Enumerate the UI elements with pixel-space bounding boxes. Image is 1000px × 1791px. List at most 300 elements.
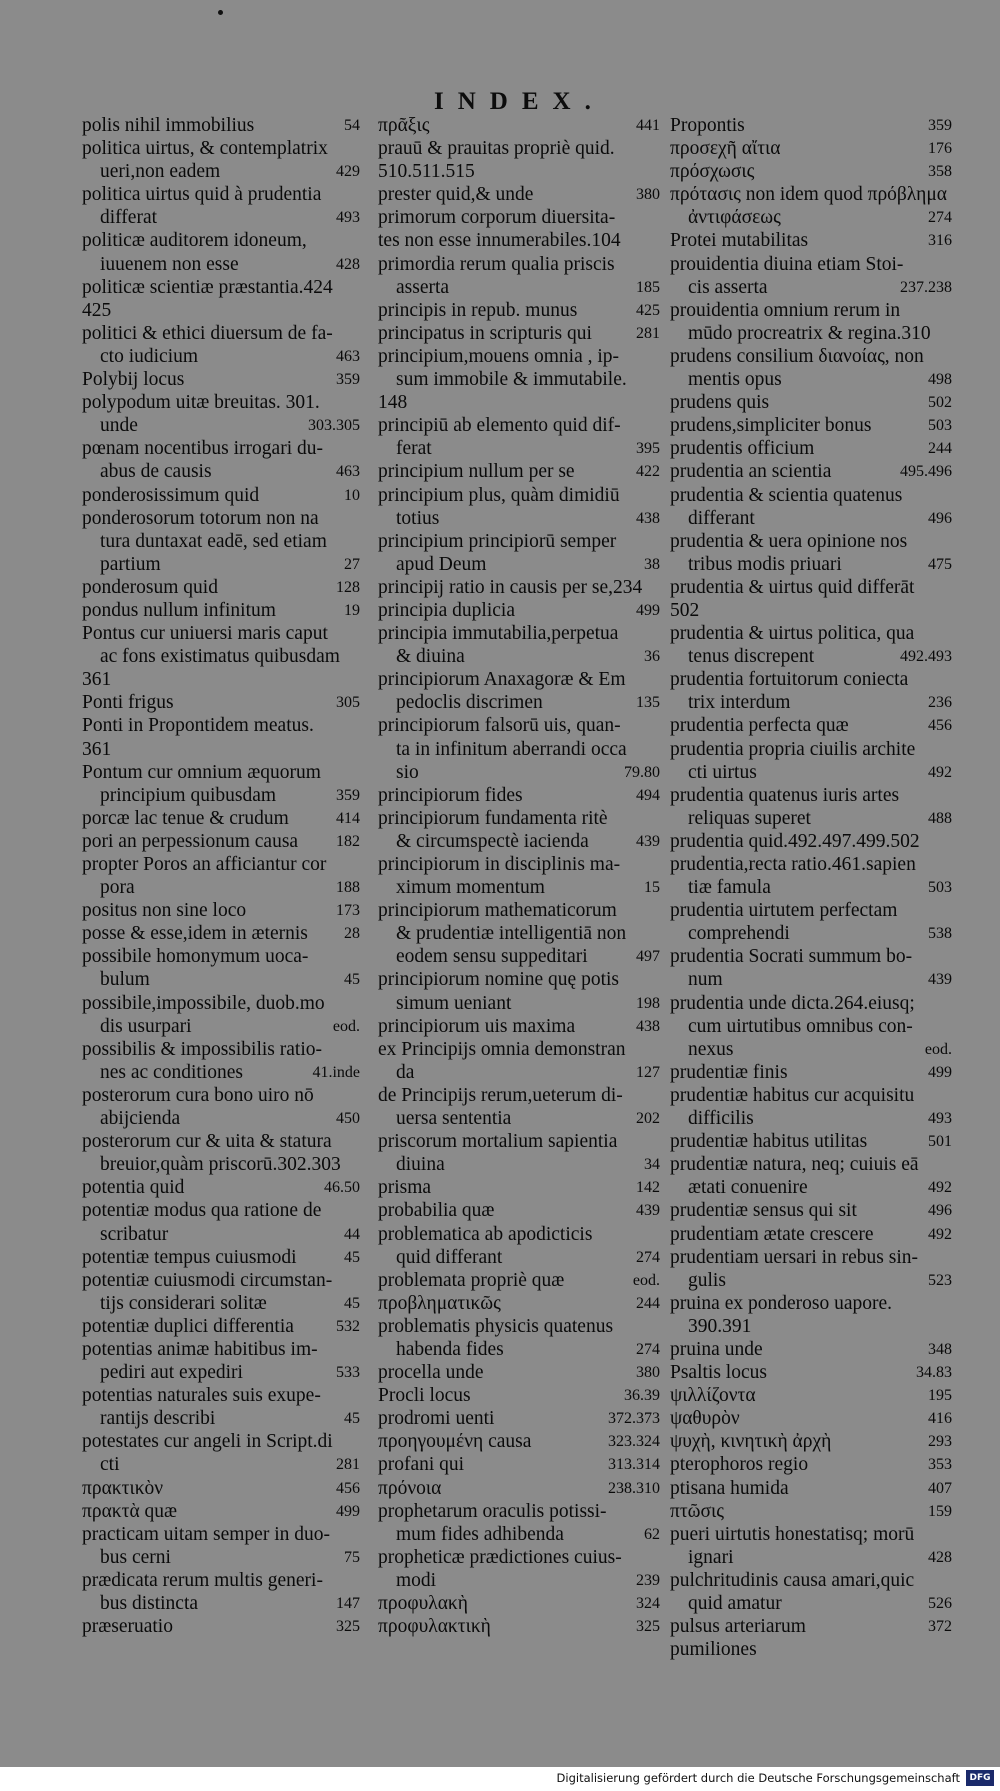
index-entry bbox=[670, 183, 952, 206]
index-entry bbox=[378, 1223, 660, 1246]
index-entry bbox=[378, 530, 660, 553]
page-reference: 34 bbox=[644, 1156, 660, 1174]
index-term: prudentiæ habitus utilitas bbox=[670, 1131, 868, 1153]
index-entry bbox=[670, 922, 952, 945]
index-entry bbox=[82, 322, 360, 345]
index-term: principium principiorū semper bbox=[378, 530, 617, 552]
page-reference: 44 bbox=[344, 1225, 360, 1243]
index-entry bbox=[378, 922, 660, 945]
page-reference: 503 bbox=[928, 879, 952, 897]
index-term: diuina bbox=[396, 1154, 445, 1176]
index-entry bbox=[670, 1477, 952, 1500]
index-term: prudentia unde dicta.264.eiusq; bbox=[670, 992, 915, 1014]
index-entry bbox=[378, 761, 660, 784]
index-term: bus cerni bbox=[100, 1546, 171, 1568]
index-entry bbox=[670, 160, 952, 183]
index-term: prudentia perfecta quæ bbox=[670, 715, 849, 737]
index-entry bbox=[82, 553, 360, 576]
index-term: prudentia uirtutem perfectam bbox=[670, 900, 898, 922]
index-term: prauū & prauitas propriè quid. bbox=[378, 138, 615, 160]
index-entry bbox=[82, 437, 360, 460]
index-entry bbox=[82, 1153, 360, 1176]
index-entry bbox=[82, 484, 360, 507]
index-term: da bbox=[396, 1061, 415, 1083]
page-reference: 323.324 bbox=[608, 1433, 660, 1451]
page-reference: 75 bbox=[344, 1548, 360, 1566]
page-reference: 495.496 bbox=[900, 463, 952, 481]
index-term: principiorum uis maxima bbox=[378, 1015, 576, 1037]
page-reference: 293 bbox=[928, 1433, 952, 1451]
index-term: politica uirtus, & contemplatrix bbox=[82, 138, 328, 160]
index-entry bbox=[670, 1246, 952, 1269]
index-entry bbox=[82, 691, 360, 714]
index-entry bbox=[82, 1107, 360, 1130]
index-entry bbox=[378, 622, 660, 645]
index-entry bbox=[670, 599, 952, 622]
page-header: INDEX. bbox=[434, 88, 605, 115]
index-term: politica uirtus quid à prudentia bbox=[82, 184, 322, 206]
page-reference: 359 bbox=[336, 786, 360, 804]
index-entry bbox=[378, 276, 660, 299]
index-entry bbox=[670, 714, 952, 737]
page-reference: eod. bbox=[924, 1040, 952, 1058]
index-entry bbox=[378, 1246, 660, 1269]
index-term: prudentia fortuitorum coniecta bbox=[670, 669, 909, 691]
index-entry bbox=[378, 853, 660, 876]
index-column-left bbox=[82, 114, 360, 1638]
index-entry bbox=[82, 114, 360, 137]
index-entry bbox=[82, 460, 360, 483]
index-term: pruina unde bbox=[670, 1338, 763, 1360]
index-entry bbox=[670, 1338, 952, 1361]
index-entry bbox=[378, 1130, 660, 1153]
index-term: Ponti frigus bbox=[82, 692, 174, 714]
index-term: partium bbox=[100, 553, 161, 575]
index-term: nexus bbox=[688, 1038, 734, 1060]
index-entry bbox=[670, 253, 952, 276]
page-reference: 54 bbox=[344, 117, 360, 134]
index-entry bbox=[378, 1292, 660, 1315]
index-entry bbox=[378, 992, 660, 1015]
index-term: de Principijs rerum,ueterum di- bbox=[378, 1084, 623, 1106]
page-reference: 45 bbox=[344, 1410, 360, 1428]
index-entry bbox=[378, 507, 660, 530]
index-term: positus non sine loco bbox=[82, 900, 247, 922]
index-term: simum ueniant bbox=[396, 992, 512, 1014]
index-term: 361 bbox=[82, 738, 112, 760]
index-term: ponderosissimum quid bbox=[82, 484, 260, 506]
index-term: προφυλακὴ bbox=[378, 1593, 468, 1614]
page-reference: 38 bbox=[644, 555, 660, 573]
page-reference: 428 bbox=[928, 1548, 952, 1566]
index-term: polypodum uitæ breuitas. 301. bbox=[82, 392, 320, 414]
index-entry bbox=[378, 1315, 660, 1338]
index-entry bbox=[670, 114, 952, 137]
index-term: prudentia an scientia bbox=[670, 461, 832, 483]
index-entry bbox=[378, 784, 660, 807]
page-reference: 15 bbox=[644, 879, 660, 897]
page-reference: 325 bbox=[636, 1618, 660, 1636]
index-entry bbox=[378, 1084, 660, 1107]
index-term: cti uirtus bbox=[688, 761, 757, 783]
index-term: pueri uirtutis honestatisq; morū bbox=[670, 1523, 915, 1545]
index-entry bbox=[82, 1315, 360, 1338]
index-entry bbox=[670, 276, 952, 299]
index-term: posterorum cur & uita & statura bbox=[82, 1131, 332, 1153]
page-reference: 274 bbox=[636, 1248, 660, 1266]
index-entry bbox=[378, 1361, 660, 1384]
index-term: tribus modis priuari bbox=[688, 553, 842, 575]
index-entry bbox=[378, 1453, 660, 1476]
index-entry bbox=[670, 830, 952, 853]
index-entry bbox=[378, 460, 660, 483]
page-reference: eod. bbox=[632, 1271, 660, 1289]
index-entry bbox=[670, 1592, 952, 1615]
page-reference: 353 bbox=[928, 1456, 952, 1474]
index-term: Protei mutabilitas bbox=[670, 230, 809, 252]
index-term: scribatur bbox=[100, 1223, 169, 1245]
index-entry bbox=[670, 1453, 952, 1476]
index-entry bbox=[670, 876, 952, 899]
page-reference: 236 bbox=[928, 694, 952, 712]
index-term: principiorum mathematicorum bbox=[378, 900, 617, 922]
index-entry bbox=[670, 807, 952, 830]
index-entry bbox=[82, 1592, 360, 1615]
index-entry bbox=[378, 576, 660, 599]
index-term: πρόνοια bbox=[378, 1477, 442, 1499]
index-term: πρότασις non idem quod πρόβλημα bbox=[670, 184, 947, 206]
index-entry bbox=[82, 507, 360, 530]
index-term: habenda fides bbox=[396, 1338, 504, 1360]
index-term: prudentia,recta ratio.461.sapien bbox=[670, 854, 916, 875]
index-entry bbox=[378, 714, 660, 737]
index-entry bbox=[378, 645, 660, 668]
index-term: tenus discrepent bbox=[688, 646, 815, 668]
index-entry bbox=[82, 1199, 360, 1222]
index-entry bbox=[670, 853, 952, 876]
index-term: prudentia propria ciuilis archite bbox=[670, 738, 916, 760]
index-term: sum immobile & immutabile. bbox=[396, 369, 627, 391]
index-entry bbox=[82, 599, 360, 622]
page-reference: 503 bbox=[928, 417, 952, 435]
index-entry bbox=[378, 137, 660, 160]
index-entry bbox=[82, 345, 360, 368]
page-reference: 416 bbox=[928, 1410, 952, 1428]
index-term: propter Poros an afficiantur cor bbox=[82, 854, 327, 875]
page-reference: 198 bbox=[636, 994, 660, 1012]
page-reference: 36.39 bbox=[624, 1387, 660, 1405]
index-term: polis nihil immobilius bbox=[82, 115, 255, 136]
page-reference: 244 bbox=[928, 440, 952, 458]
page-reference: 244 bbox=[636, 1294, 660, 1312]
index-entry bbox=[82, 945, 360, 968]
index-term: 510.511.515 bbox=[378, 161, 475, 183]
index-term: posterorum cura bono uiro nō bbox=[82, 1084, 314, 1106]
index-entry bbox=[378, 691, 660, 714]
index-entry bbox=[378, 1199, 660, 1222]
index-entry bbox=[670, 1084, 952, 1107]
page-reference: 45 bbox=[344, 971, 360, 989]
index-entry bbox=[378, 1592, 660, 1615]
index-entry bbox=[82, 1130, 360, 1153]
index-term: ψιλλίζοντα bbox=[670, 1385, 756, 1407]
page-reference: 46.50 bbox=[324, 1179, 360, 1197]
index-term: prudentiæ habitus cur acquisitu bbox=[670, 1084, 915, 1106]
page-reference: 463 bbox=[336, 347, 360, 365]
index-term: προσεχῆ αἴτια bbox=[670, 138, 781, 160]
index-entry bbox=[82, 1384, 360, 1407]
index-term: 502 bbox=[670, 599, 700, 621]
index-entry bbox=[670, 229, 952, 252]
page-reference: 422 bbox=[636, 463, 660, 481]
index-entry bbox=[378, 114, 660, 137]
index-entry bbox=[670, 507, 952, 530]
index-entry bbox=[670, 322, 952, 345]
index-entry bbox=[82, 807, 360, 830]
page-reference: 488 bbox=[928, 809, 952, 827]
index-entry bbox=[670, 1269, 952, 1292]
index-term: mentis opus bbox=[688, 369, 782, 391]
index-term: prudentia & uirtus politica, qua bbox=[670, 623, 915, 645]
page-reference: 499 bbox=[336, 1502, 360, 1520]
index-term: prudentis officium bbox=[670, 438, 815, 460]
page-reference: 45 bbox=[344, 1294, 360, 1312]
index-entry bbox=[670, 1015, 952, 1038]
page-reference: 325 bbox=[336, 1618, 360, 1636]
index-term: eodem sensu suppeditari bbox=[396, 946, 588, 968]
page-reference: 438 bbox=[636, 509, 660, 527]
index-term: iuuenem non esse bbox=[100, 253, 239, 275]
index-term: reliquas superet bbox=[688, 807, 811, 829]
index-entry bbox=[378, 322, 660, 345]
index-term: prudentiam ætate crescere bbox=[670, 1223, 874, 1245]
page-reference: 456 bbox=[928, 717, 952, 735]
index-entry bbox=[82, 1453, 360, 1476]
page-reference: 533 bbox=[336, 1364, 360, 1382]
index-entry bbox=[670, 299, 952, 322]
index-term: procella unde bbox=[378, 1362, 484, 1384]
index-term: prædicata rerum multis generi- bbox=[82, 1569, 323, 1591]
index-term: pumiliones bbox=[670, 1639, 757, 1661]
page-reference: 439 bbox=[636, 832, 660, 850]
page-reference: 127 bbox=[636, 1063, 660, 1081]
index-entry bbox=[670, 391, 952, 414]
index-term: pediri aut expediri bbox=[100, 1362, 243, 1384]
index-term: differat bbox=[100, 207, 158, 229]
page-reference: 159 bbox=[928, 1502, 952, 1520]
index-entry bbox=[378, 368, 660, 391]
index-term: rantijs describi bbox=[100, 1408, 216, 1430]
index-term: principiū ab elemento quid dif- bbox=[378, 415, 621, 437]
index-entry bbox=[378, 1153, 660, 1176]
index-entry bbox=[670, 345, 952, 368]
index-entry bbox=[82, 137, 360, 160]
index-term: prudentia & scientia quatenus bbox=[670, 484, 903, 506]
index-entry bbox=[670, 691, 952, 714]
page-reference: 237.238 bbox=[900, 278, 952, 296]
index-entry bbox=[670, 1615, 952, 1638]
page-reference: 324 bbox=[636, 1595, 660, 1612]
page-reference: 492 bbox=[928, 1225, 952, 1243]
index-entry bbox=[670, 576, 952, 599]
index-entry bbox=[82, 1038, 360, 1061]
index-term: tijs considerari solitæ bbox=[100, 1292, 267, 1314]
footer-credit-text: Digitalisierung gefördert durch die Deutsche Forschungsgemeinschaft bbox=[556, 1771, 960, 1785]
index-term: prudentia Socrati summum bo- bbox=[670, 946, 913, 968]
index-entry bbox=[378, 1015, 660, 1038]
index-entry bbox=[82, 299, 360, 322]
index-term: ta in infinitum aberrandi occa bbox=[396, 738, 627, 760]
index-term: propheticæ prædictiones cuius- bbox=[378, 1546, 622, 1568]
index-entry bbox=[670, 1223, 952, 1246]
index-entry bbox=[82, 1569, 360, 1592]
index-entry bbox=[670, 460, 952, 483]
index-entry bbox=[378, 599, 660, 622]
index-term: 148 bbox=[378, 392, 408, 414]
index-entry bbox=[378, 738, 660, 761]
index-entry bbox=[670, 668, 952, 691]
index-term: potentiæ tempus cuiusmodi bbox=[82, 1246, 297, 1268]
index-entry bbox=[670, 1315, 952, 1338]
index-entry bbox=[670, 1500, 952, 1523]
index-term: principia immutabilia,perpetua bbox=[378, 623, 619, 645]
page-reference: 281 bbox=[636, 324, 660, 342]
index-entry bbox=[82, 1269, 360, 1292]
index-term: & prudentiæ intelligentiā non bbox=[396, 923, 627, 945]
index-entry bbox=[82, 229, 360, 252]
index-term: differant bbox=[688, 507, 755, 529]
page-reference: 202 bbox=[636, 1110, 660, 1128]
index-term: prudentia & uera opinione nos bbox=[670, 530, 908, 552]
page-reference: 359 bbox=[336, 371, 360, 389]
index-entry bbox=[670, 761, 952, 784]
page-reference: 359 bbox=[928, 117, 952, 134]
page-reference: 173 bbox=[336, 902, 360, 920]
index-term: prester quid,& unde bbox=[378, 184, 534, 206]
index-entry bbox=[82, 1500, 360, 1523]
index-term: prudentiam uersari in rebus sin- bbox=[670, 1246, 919, 1268]
page-reference: 498 bbox=[928, 371, 952, 389]
index-term: abus de causis bbox=[100, 461, 212, 483]
index-entry bbox=[378, 1615, 660, 1638]
index-entry bbox=[378, 229, 660, 252]
index-entry bbox=[82, 368, 360, 391]
page-reference: 281 bbox=[336, 1456, 360, 1474]
index-term: tiæ famula bbox=[688, 877, 771, 899]
index-entry bbox=[82, 1246, 360, 1269]
page-reference: 523 bbox=[928, 1271, 952, 1289]
index-entry bbox=[82, 1477, 360, 1500]
index-entry bbox=[82, 622, 360, 645]
page-reference: 147 bbox=[336, 1595, 360, 1612]
index-entry bbox=[378, 1569, 660, 1592]
index-entry bbox=[670, 1569, 952, 1592]
index-entry bbox=[82, 276, 360, 299]
page-reference: 493 bbox=[336, 209, 360, 227]
page-reference: 176 bbox=[928, 140, 952, 158]
index-term: difficilis bbox=[688, 1108, 754, 1130]
index-entry bbox=[670, 945, 952, 968]
index-entry bbox=[670, 738, 952, 761]
index-entry bbox=[378, 899, 660, 922]
index-entry bbox=[82, 1523, 360, 1546]
page-reference: 238.310 bbox=[608, 1479, 660, 1497]
index-term: potentiæ cuiusmodi circumstan- bbox=[82, 1269, 333, 1291]
index-entry bbox=[82, 784, 360, 807]
page-reference: 380 bbox=[636, 186, 660, 204]
index-entry bbox=[670, 784, 952, 807]
index-term: πρόσχωσις bbox=[670, 161, 755, 183]
index-entry bbox=[378, 160, 660, 183]
index-term: ferat bbox=[396, 438, 432, 460]
index-term: prudens consilium διανοίας, non bbox=[670, 345, 924, 367]
index-entry bbox=[82, 1338, 360, 1361]
index-term: pulchritudinis causa amari,quic bbox=[670, 1569, 915, 1591]
page-reference: 182 bbox=[336, 832, 360, 850]
index-entry bbox=[378, 1500, 660, 1523]
page-reference: 62 bbox=[644, 1525, 660, 1543]
page-reference: 429 bbox=[336, 163, 360, 181]
index-entry bbox=[378, 876, 660, 899]
page-reference: 425 bbox=[636, 301, 660, 319]
page-reference: 450 bbox=[336, 1110, 360, 1128]
index-term: tura duntaxat eadē, sed etiam bbox=[100, 530, 327, 552]
index-entry bbox=[378, 1038, 660, 1061]
index-term: principium plus, quàm dimidiū bbox=[378, 484, 620, 506]
index-term: prisma bbox=[378, 1177, 432, 1199]
page-reference: 492 bbox=[928, 1179, 952, 1197]
index-entry bbox=[82, 1223, 360, 1246]
page-reference: 358 bbox=[928, 163, 952, 181]
index-term: cis asserta bbox=[688, 276, 768, 298]
index-entry bbox=[670, 1199, 952, 1222]
index-term: pedoclis discrimen bbox=[396, 692, 543, 714]
index-entry bbox=[82, 1061, 360, 1084]
index-term: principiorum nomine quę potis bbox=[378, 969, 620, 991]
index-term: πτῶσις bbox=[670, 1500, 724, 1522]
index-term: modi bbox=[396, 1569, 437, 1591]
index-term: principia duplicia bbox=[378, 599, 515, 621]
page-reference: 41.inde bbox=[312, 1063, 360, 1081]
page-reference: 492 bbox=[928, 763, 952, 781]
index-term: politicæ scientiæ præstantia.424 bbox=[82, 276, 333, 298]
index-term: principium quibusdam bbox=[100, 784, 277, 806]
index-term: primorum corporum diuersita- bbox=[378, 207, 616, 229]
index-term: problematis physicis quatenus bbox=[378, 1315, 614, 1337]
index-term: prudens,simpliciter bonus bbox=[670, 415, 872, 437]
index-entry bbox=[378, 1384, 660, 1407]
index-term: primordia rerum qualia priscis bbox=[378, 253, 615, 275]
index-term: principiorum fides bbox=[378, 784, 523, 806]
index-term: num bbox=[688, 969, 723, 991]
index-term: προφυλακτικὴ bbox=[378, 1616, 491, 1638]
index-entry bbox=[378, 437, 660, 460]
index-term: pori an perpessionum causa bbox=[82, 830, 299, 852]
index-entry bbox=[670, 1061, 952, 1084]
index-term: prudentiæ sensus qui sit bbox=[670, 1200, 857, 1222]
ink-dot bbox=[218, 10, 223, 15]
index-entry bbox=[378, 668, 660, 691]
index-entry bbox=[82, 668, 360, 691]
index-entry bbox=[82, 1361, 360, 1384]
page-reference: 34.83 bbox=[916, 1364, 952, 1382]
index-term: ignari bbox=[688, 1546, 734, 1568]
index-entry bbox=[670, 968, 952, 991]
index-term: ætati conuenire bbox=[688, 1177, 808, 1199]
index-term: ψαθυρὸν bbox=[670, 1408, 740, 1430]
page-reference: 499 bbox=[928, 1063, 952, 1081]
page-reference: 475 bbox=[928, 555, 952, 573]
